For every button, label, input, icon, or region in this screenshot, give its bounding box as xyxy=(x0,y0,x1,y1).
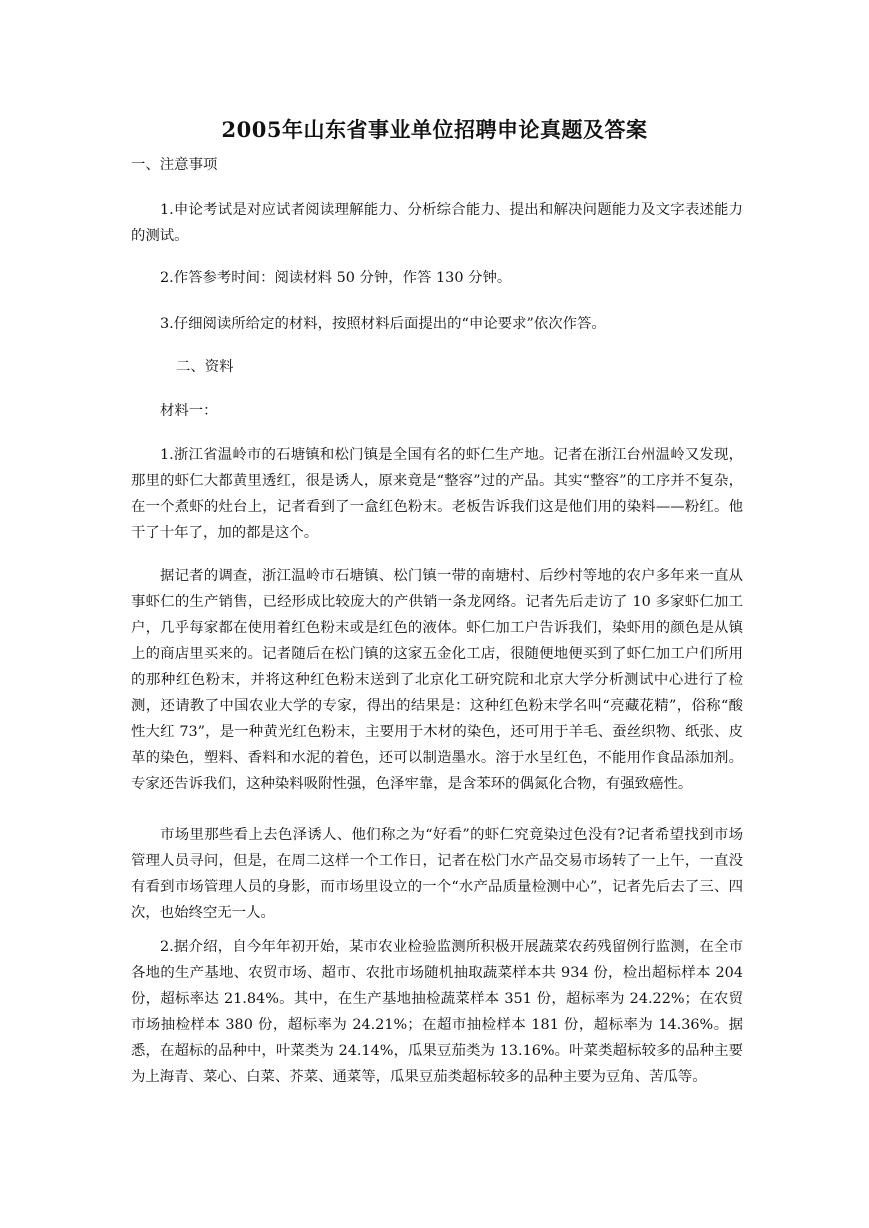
note-2: 2.作答参考时间：阅读材料 50 分钟，作答 130 分钟。 xyxy=(160,270,512,286)
section-heading-materials: 二、资料 xyxy=(176,359,234,375)
section-heading-notes: 一、注意事项 xyxy=(131,157,218,173)
material-paragraph-1: 1.浙江省温岭市的石塘镇和松门镇是全国有名的虾仁生产地。记者在浙江台州温岭又发现，那里的虾仁大都黄里透红，很是诱人，原来竟是“整容”过的产品。其实“整容”的工序并不复杂，在一个煮虾的灶台上，记者看到了一盒红色粉末。老板告诉我们这是他们用的染料——粉红。他干了十年了，加的都是这个。 xyxy=(131,447,743,541)
material-1-heading: 材料一： xyxy=(160,403,218,419)
document-title: 2005年山东省事业单位招聘申论真题及答案 xyxy=(221,117,648,142)
note-3: 3.仔细阅读所给定的材料，按照材料后面提出的“申论要求”依次作答。 xyxy=(160,316,606,332)
material-paragraph-3: 市场里那些看上去色泽诱人、他们称之为“好看”的虾仁究竟染过色没有?记者希望找到市场管理人员寻问，但是，在周二这样一个工作日，记者在松门水产品交易市场转了一上午，一直没有看到市场管理人员的身影，而市场里设立的一个“水产品质量检测中心”，记者先后去了三、四次，也始终空无一人。 xyxy=(131,827,743,921)
material-paragraph-2: 据记者的调查，浙江温岭市石塘镇、松门镇一带的南塘村、后纱村等地的农户多年来一直从事虾仁的生产销售，已经形成比较庞大的产供销一条龙网络。记者先后走访了 10 多家虾仁加工户，几乎每家都在使用着红色粉末或是红色的液体。虾仁加工户告诉我们，染虾用的颜色是从镇上的商店里买来的。记者随后在松门镇的这家五金化工店，很随便地便买到了虾仁加工户们所用的那种红色粉末，并将这种红色粉末送到了北京化工研究院和北京大学分析测试中心进行了检测，还请教了中国农业大学的专家，得出的结果是：这种红色粉末学名叫“亮藏花精”，俗称“酸性大红 73”，是一种黄光红色粉末，主要用于木材的染色，还可用于羊毛、蚕丝织物、纸张、皮革的染色，塑料、香料和水泥的着色，还可以制造墨水。溶于水呈红色，不能用作食品添加剂。专家还告诉我们，这种染料吸附性强，色泽牢靠，是含苯环的偶氮化合物，有强致癌性。 xyxy=(131,568,743,792)
note-1: 1.申论考试是对应试者阅读理解能力、分析综合能力、提出和解决问题能力及文字表述能力的测试。 xyxy=(131,202,743,244)
material-paragraph-4: 2.据介绍，自今年年初开始，某市农业检验监测所积极开展蔬菜农药残留例行监测，在全市各地的生产基地、农贸市场、超市、农批市场随机抽取蔬菜样本共 934 份，检出超标样本 204 份，超标率达 21.84%。其中，在生产基地抽检蔬菜样本 351 份，超标率为 24.22%；在农贸市场抽检样本 380 份，超标率为 24.21%；在超市抽检样本 181 份，超标率为 14.36%。据悉，在超标的品种中，叶菜类为 24.14%，瓜果豆茄类为 13.16%。叶菜类超标较多的品种主要为上海青、菜心、白菜、芥菜、通菜等，瓜果豆茄类超标较多的品种主要为豆角、苦瓜等。 xyxy=(131,939,743,1085)
